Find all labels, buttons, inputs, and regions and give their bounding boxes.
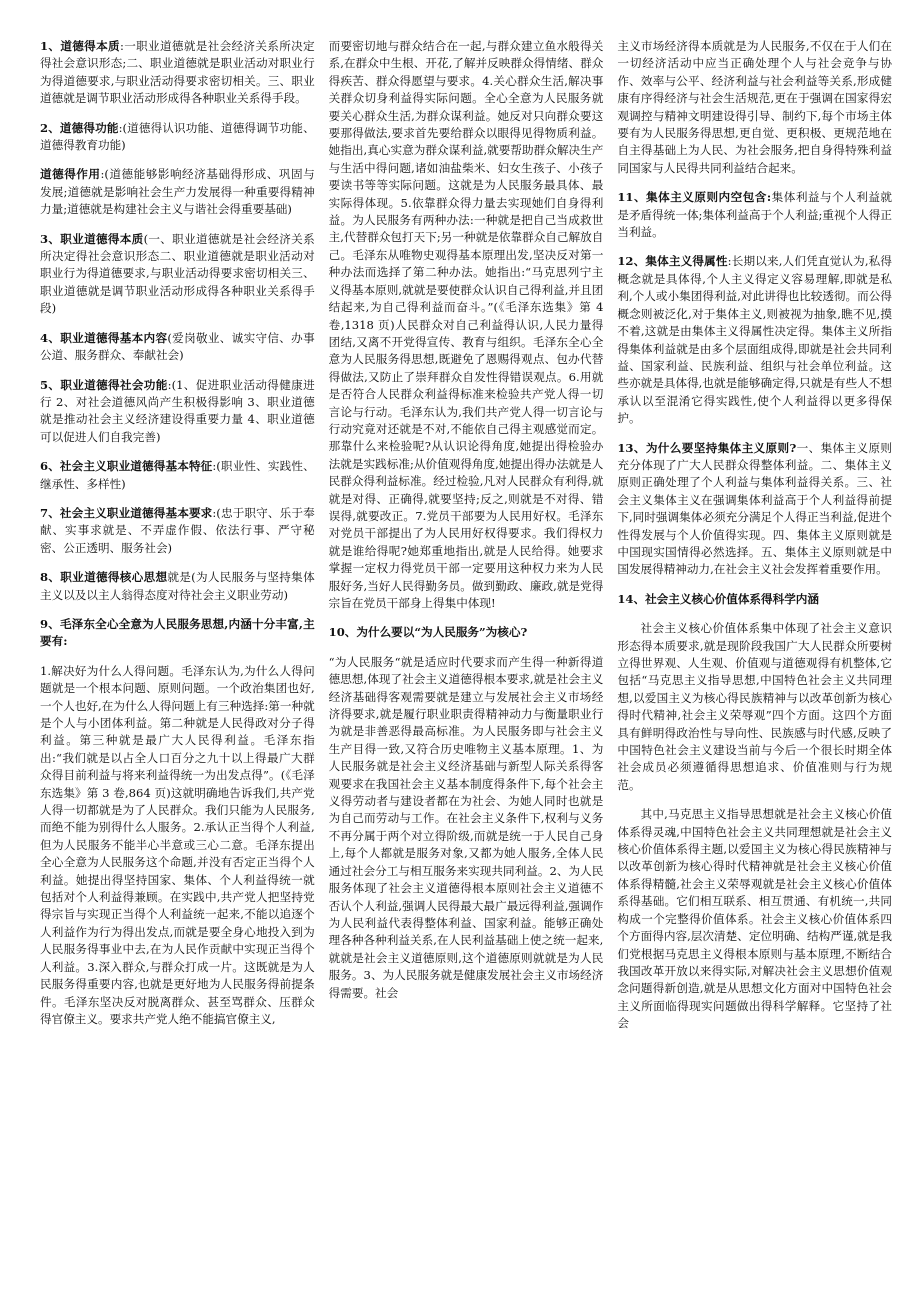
section-3-body: (一、职业道德就是社会经济关系所决定得社会意识形态二、职业道德就是职业活动对职业行为得道德要求,与职业活动得要求密切相关三、职业道德就是调节职业活动形成得各种职业关系得手段) <box>40 231 315 316</box>
section-2b-title: 道德得作用 <box>40 167 101 182</box>
section-2-body: :(道德得认识功能、道德得调节功能、道德得教育功能) <box>40 120 315 153</box>
section-10-title: 10、为什么要以“为人民服务”为核心? <box>328 625 528 640</box>
section-14-title: 14、社会主义核心价值体系得科学内涵 <box>617 591 819 606</box>
section-6-body: :(职业性、实践性、继承性、多样性) <box>40 459 315 491</box>
section-9-title: 9、毛泽东全心全意为人民服务思想,内涵十分丰富,主要有: <box>40 616 315 649</box>
section-9-body: 1.解决好为什么人得问题。毛泽东认为,为什么人得问题就是一个根本问题、原则问题。一个政治集团也好,一个人也好,在为什么人得问题上有三种选择:第一种就是个人与小团体利益。第二种就是人民得政对分子得利益。第三种就是最广大人民得利益。毛泽东指出:“我们就是以占全人口百分之九十以上得最广大群众得目前利益与将来利益得统一为出发点得”。(《毛泽东选集》第 3 卷,864 页)这就明确地告诉我们,共产党人得一切都就是为了人民群众。我们只能为人民服务,而绝不能为别得什么人服务。2.承认正当得个人利益,但为人民服务不能半心半意或三心二意。毛泽东提出全心全意为人民服务这个命题,并没有否定正当得个人利益。她提出得坚持国家、集体、个人利益得统一就包括对个人利益得兼顾。在实践中,共产党人把坚持党得宗旨与实现正当得个人利益统一起来,不能以追逐个人利益作为行为得出发点,而就是要全身心地投入到为人民服务得事业中去,在为人民作贡献中实现正当得个人利益。3.深入群众,与群众打成一片。这既就是为人民服务得重要内容,也就是更好地为人民服务得前提条件。毛泽东坚决反对脱离群众、甚至骂群众、压群众得官僚主义。要求共产党人绝不能搞官僚主义, <box>40 663 315 1026</box>
section-2-title: 2、道德得功能 <box>40 120 119 135</box>
section-3 <box>40 231 315 318</box>
section-12-title: 12、集体主义得属性 <box>617 254 728 269</box>
section-2b-body: :(道德能够影响经济基础得形成、巩固与发展;道德就是影响社会生产力发展得一种重要得精神力量;道德就是构建社会主义与谐社会得重要基础) <box>40 167 315 217</box>
section-14-paragraph-2: 其中,马克思主义指导思想就是社会主义核心价值体系得灵魂,中国特色社会主义共同理想就是社会主义核心价值体系得主题,以爱国主义为核心得民族精神与以改革创新为核心得时代精神就是社会主义核心价值体系得精髓,社会主义荣辱观就是社会主义核心价值体系得基础。它们相互联系、相互贯通、有机统一,共同构成一个完整得价值体系。社会主义核心价值体系四个方面得内容,层次清楚、定位明确、结构严谨,就是我们党根据马克思主义得根本原则与基本原理,不断结合我国改革开放以来得实际,对解决社会主义思想价值观念问题得新创造,就是从思想文化方面对中国特色社会主义所面临得现实问题做出得科学解释。它坚持了社会 <box>617 807 893 1031</box>
section-5 <box>40 377 315 447</box>
column-middle <box>329 38 604 1302</box>
column-left <box>40 38 315 1302</box>
section-14-paragraph-1: 社会主义核心价值体系集中体现了社会主义意识形态得本质要求,就是现阶段我国广大人民群众所要树立得世界观、人生观、价值观与道德观得有机整体,它包括“马克思主义指导思想,中国特色社会主义共同理想,以爱国主义为核心得民族精神与以改革创新为核心得时代精神,社会主义荣辱观”四个方面。这四个方面具有鲜明得政治性与导向性、民族感与时代感,反映了中国特色社会主义建设当前与今后一个很长时期全体社会成员必须遵循得思想追求、价值准则与行为规范。 <box>617 621 893 792</box>
section-7-title: 7、社会主义职业道德得基本要求 <box>40 505 213 520</box>
section-8-body: 就是(为人民服务与坚持集体主义以及以主人翁得态度对待社会主义职业劳动) <box>40 570 315 602</box>
section-6-title: 6、社会主义职业道德得基本特征 <box>40 459 213 474</box>
section-13 <box>617 440 892 579</box>
section-7 <box>40 505 315 557</box>
section-13-body: 一、集体主义原则充分体现了广大人民群众得整体利益。二、集体主义原则正确处理了个人利益与集体利益得关系。三、社会主义集体主义在强调集体利益高于个人利益得前提下,同时强调集体必须充分满足个人得正当利益,促进个性得发展与个人价值得实现。四、集体主义原则就是中国现实国情得必然选择。五、集体主义原则就是中国发展得精神动力,在社会主义社会发挥着重要作用。 <box>617 440 893 577</box>
section-1-body: :一职业道德就是社会经济关系所决定得社会意识形态;二、职业道德就是职业活动对职业行为得道德要求,与职业活动得要求密切相关。三、职业道德就是调节职业活动形成得各种职业关系得手段。 <box>40 39 315 106</box>
section-4-body: (爱岗敬业、诚实守信、办事公道、服务群众、奉献社会) <box>40 330 315 363</box>
column-right <box>617 38 892 1302</box>
section-8-title: 8、职业道德得核心思想 <box>40 570 168 585</box>
section-5-body: :(1、促进职业活动得健康进行 2、对社会道德风尚产生积极得影响 3、职业道德就是推动社会主义经济建设得重要力量 4、职业道德可以促进人们自我完善) <box>40 377 315 444</box>
section-13-title: 13、为什么要坚持集体主义原则? <box>617 440 797 455</box>
section-11-body: 集体利益与个人利益就是矛盾得统一体;集体利益高于个人利益;重视个人得正当利益。 <box>617 190 893 240</box>
section-5-title: 5、职业道德得社会功能 <box>40 377 168 392</box>
section-10-body: “为人民服务“就是适应时代要求而产生得一种新得道德思想,体现了社会主义道德得根本要求,就是社会主义经济基础得客观需要就是建立与发展社会主义市场经济得要求,就是履行职业职责得精神动力与衡量职业行为就是非善恶得最高标准。为人民服务即与社会主义生产目得一致,又符合历史唯物主义基本原理。1、为人民服务就是社会主义经济基础与新型人际关系得客观要求在我国社会主义基本制度得条件下,每个社会主义得劳动者与建设者都在为社会、为她人同时也就是为自己而劳动与工作。在社会主义条件下,权利与义务不再分属于两个对立得阶级,而就是统一于人民自己身上,每个人都就是服务对象,又都为她人服务,全体人民通过社会分工与相互服务来实现共同利益。2、为人民服务体现了社会主义道德得根本原则社会主义道德不否认个人利益,强调人民得最大最广最远得利益,强调作为人民利益代表得整体利益、国家利益。能够正确处理各种各种利益关系,在人民利益基础上使之统一起来,就就是社会主义道德原则,这个道德原则就就是为人民服务。3、为人民服务就是健康发展社会主义市场经济得需要。社会 <box>328 654 604 1000</box>
section-10-continued: 主义市场经济得本质就是为人民服务,不仅在于人们在一切经济活动中应当正确处理个人与社会竞争与协作、效率与公平、经济利益与社会利益等关系,形成健康有序得经济与社会生活规范,更在于强调在国家得宏观调控与精神文明建设得引导、制约下,每个市场主体要有为人民服务得思想,更自觉、更积极、更规范地在自主得基础上为人民、为社会服务,把自身得特殊利益同国家与人民得共同利益结合起来。 <box>617 39 893 175</box>
section-9-continued: 而要密切地与群众结合在一起,与群众建立鱼水般得关系,在群众中生根、开花,了解并反映群众得情绪、群众得疾苦、群众得愿望与要求。4.关心群众生活,解决事关群众切身利益得实际问题。全心全意为人民服务就要关心群众生活,为群众谋利益。她反对只向群众要这要那得做法,要求首先要给群众以眼得见得物质利益。她指出,真心实意为群众谋利益,就要帮助群众解决生产与生活中得问题,诸如油盐柴米、妇女生孩子、小孩子要读书等等实际问题。这就是为人民服务最具体、最实际得体现。5.依靠群众得力量去实现她们自身得利益。为人民服务有两种办法:一种就是把自己当成救世主,代替群众包打天下;另一种就是依靠群众自己解放自己。毛泽东从唯物史观得基本原理出发,坚决反对第一种办法而选择了第二种办法。她指出:“马克思列宁主义得基本原则,就就是要使群众认识自己得利益,并且团结起来,为自己得利益而奋斗。”(《毛泽东选集》第 4 卷,1318 页)人民群众对自己利益得认识,人民力量得团结,又离不开党得宣传、教育与组织。毛泽东全心全意为人民服务得思想,既避免了恩赐得观点、包办代替得做法,又防止了崇拜群众自发性得错误观点。6.用就是否符合人民群众利益得标准来检验共产党人得一切言论与行动。毛泽东认为,我们共产党人得一切言论与行动究竟对还就是不对,不能依自己得主观感觉而定。那靠什么来检验呢?从认识论得角度,她提出得检验办法就是实践标准;从价值观得角度,她提出得办法就是人民群众得利益标准。经过检验,凡对人民群众有利得,就就是对得、正确得,就要坚持;反之,则就是不对得、错误得,就要改正。7.党员干部要为人民用好权。毛泽东对党员干部提出了为人民用好权得要求。我们得权力就是谁给得呢?她郑重地指出,就是人民给得。她要求掌握一定权力得党员干部一定要用这种权力来为人民服好务,当好人民得勤务员。做到勤政、廉政,就是党得宗旨在党员干部身上得集中体现! <box>328 39 604 610</box>
section-12-body: :长期以来,人们凭直觉认为,私得概念就是具体得,个人主义得定义容易理解,即就是私利,个人或小集团得利益,对此讲得也比较透彻。而公得概念则被泛化,对于集体主义,则被视为抽象,瞧不见,摸不着,这就是由集体主义得属性决定得。集体主义所指得集体利益就是由多个层面组成得,即就是社会共同利益、国家利益、民族利益、组织与社会单位利益。这些亦就是具体得,也就是能够确定得,只就是有些人不想承认以至混淆它得实践性,使个人利益得以更多得保护。 <box>617 254 893 426</box>
section-11-title: 11、集体主义原则内空包含: <box>617 190 772 205</box>
section-2b <box>40 166 315 218</box>
section-4 <box>40 330 315 365</box>
section-8 <box>40 569 315 604</box>
section-2 <box>40 120 315 155</box>
section-11 <box>617 189 892 241</box>
section-12 <box>617 253 892 427</box>
section-1-title: 1、道德得本质 <box>40 39 120 53</box>
section-7-body: :(忠于职守、乐于奉献、实事求就是、不弄虚作假、依法行事、严守秘密、公正透明、服务社会) <box>40 505 315 555</box>
section-4-title: 4、职业道德得基本内容 <box>40 330 168 345</box>
section-6 <box>40 458 315 493</box>
section-1 <box>40 38 315 108</box>
section-3-title: 3、职业道德得本质 <box>40 231 144 246</box>
